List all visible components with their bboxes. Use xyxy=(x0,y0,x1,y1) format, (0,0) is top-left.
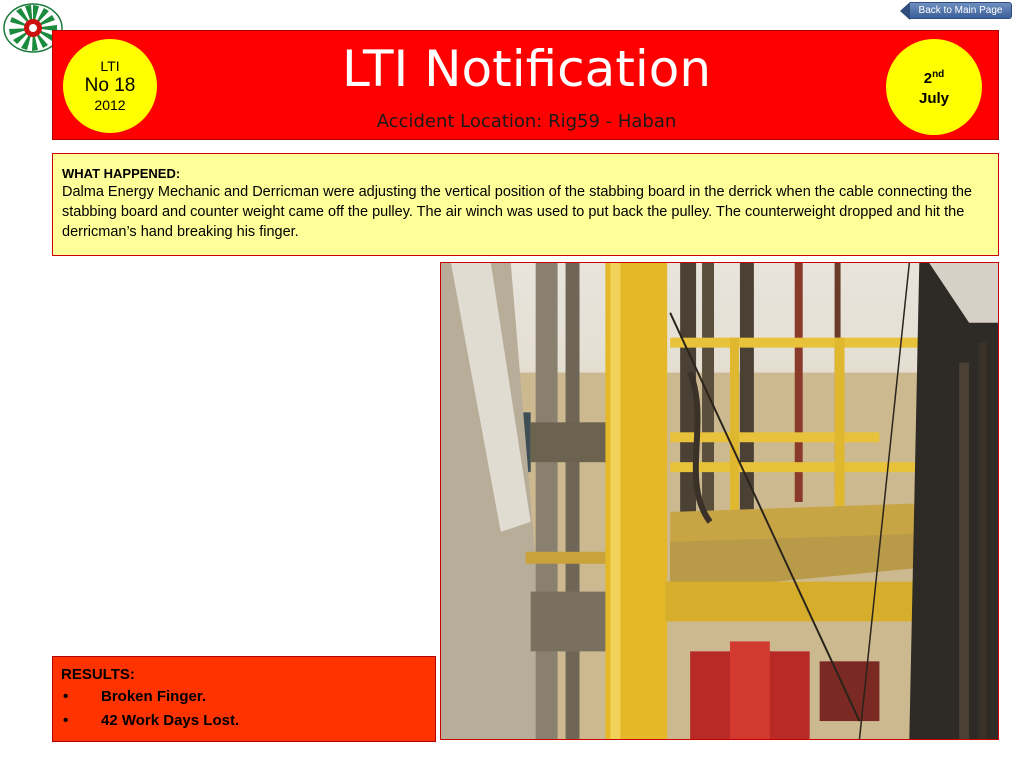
what-happened-text: Dalma Energy Mechanic and Derricman were adjusting the vertical position of the stabbing board in the derrick when the cable connecting the stabbing board and counter weight came off the pulley. The air winch was used to put back the pulley. The counterweight dropped and hit the derricman’s hand breaking his finger. xyxy=(62,184,972,240)
date-badge xyxy=(886,39,982,135)
results-list xyxy=(61,685,427,733)
list-item: • Broken Finger. xyxy=(63,688,207,705)
page-title: LTI Notification xyxy=(341,40,712,98)
stabbing-board-photo xyxy=(440,262,999,740)
what-happened-heading: WHAT HAPPENED: xyxy=(62,166,181,181)
list-item: • 42 Work Days Lost. xyxy=(63,712,240,729)
header-banner xyxy=(52,30,999,140)
results-heading: RESULTS: xyxy=(61,666,135,683)
lti-badge-year: 2012 xyxy=(94,97,126,113)
accident-location: Accident Location: Rig59 - Haban xyxy=(376,111,677,132)
results-panel xyxy=(52,656,436,742)
date-month: July xyxy=(918,90,949,107)
what-happened-panel xyxy=(52,153,999,256)
back-to-main-page-label: Back to Main Page xyxy=(910,2,1012,19)
arrow-left-icon xyxy=(900,2,910,20)
lti-badge-number: No 18 xyxy=(84,75,136,96)
back-to-main-page-button[interactable] xyxy=(900,2,1012,19)
lti-badge-label: LTI xyxy=(100,58,120,74)
date-day: 2nd xyxy=(923,69,945,87)
